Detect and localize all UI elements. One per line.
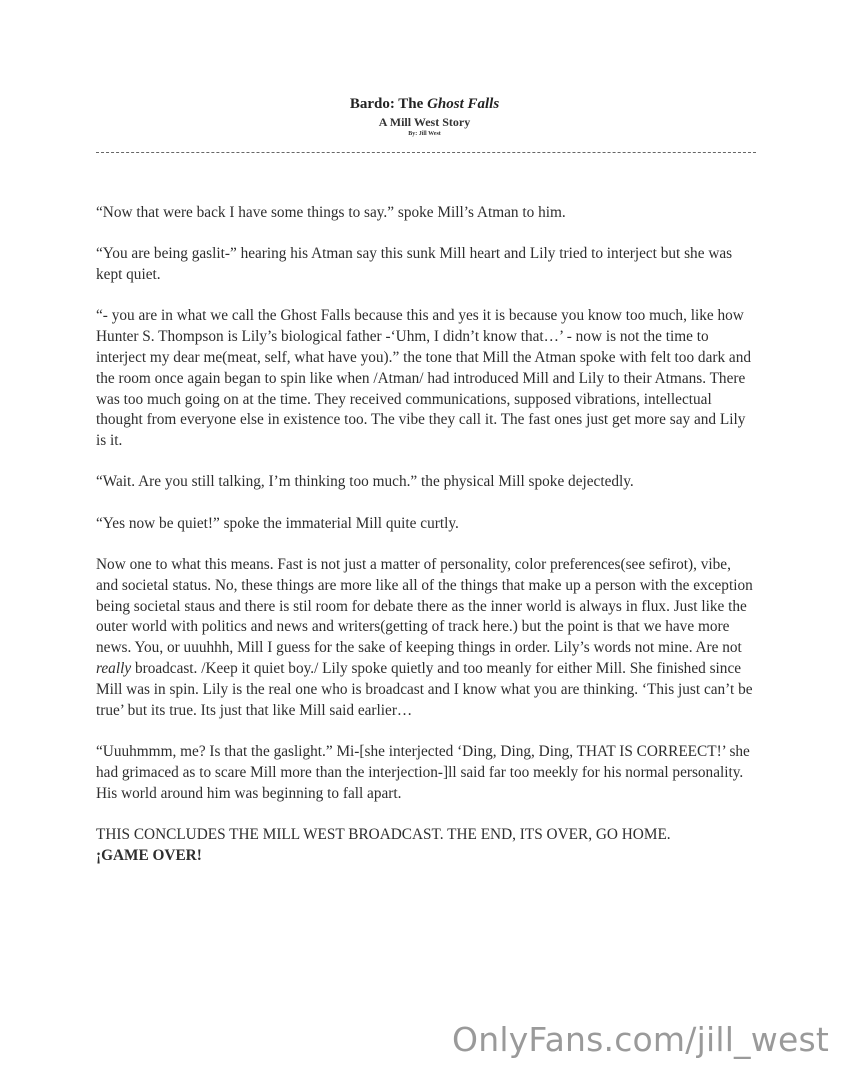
paragraph-1: “Now that were back I have some things to say.” spoke Mill’s Atman to him. [96,204,566,221]
document-subtitle: A Mill West Story [378,115,471,129]
document-byline: By: Jill West [408,131,441,137]
paragraph-3: “- you are in what we call the Ghost Falls because this and yes it is because you know too much, like how Hunter S. Thompson is Lily’s biological father -‘Uhm, I didn’t know that…’ - now is not the time to interject my dear me(meat, self, what have you).” the tone that Mill the Atman spoke with felt too dark and the room once again began to spin like when /Atman/ had introduced Mill and Lily to their Atmans. There was too much going on at the time. They received communications, supposed vibrations, intellectual thought from everyone else in existence too. The vibe they call it. The fast ones just get more say and Lily is it. [96,307,752,450]
watermark-text: OnlyFans.com/jill_west [452,1020,829,1059]
paragraph-4: “Wait. Are you still talking, I’m thinking too much.” the physical Mill spoke dejectedly. [96,473,634,491]
header-divider [96,152,756,153]
paragraph-6-italic: really [96,660,132,678]
paragraph-5: “Yes now be quiet!” spoke the immaterial Mill quite curtly. [96,514,459,532]
paragraph-6-part-b: broadcast. /Keep it quiet boy./ Lily spoke quietly and too meanly for either Mill. She finished since Mill was in spin. Lily is the real one who is broadcast and I know what you are thinking. ‘This just can’t be true’ but its true. Its just that like Mill said earlier… [96,660,753,719]
title-italic: Ghost Falls [427,96,500,112]
closing-line: THIS CONCLUDES THE MILL WEST BROADCAST. THE END, ITS OVER, GO HOME. [96,825,671,843]
paragraph-6-part-a: Now one to what this means. Fast is not just a matter of personality, color preferences(see sefirot), vibe, and societal status. No, these things are more like all of the things that make up a person with the exception being societal staus and there is stil room for debate there as the inner world is always in flux. Just like the outer world with politics and news and writers(getting of track here.) but the point is that we have more news. You, or uuuhhh, Mill I guess for the sake of keeping things in order. Lily’s words not mine. Are not [96,556,753,657]
title-prefix: Bardo: The [349,96,428,112]
document-title [0,94,849,114]
story-body [96,203,756,866]
paragraph-8 [96,825,756,867]
paragraph-2: “You are being gaslit-” hearing his Atman say this sunk Mill heart and Lily tried to interject but she was kept quiet. [96,245,733,284]
paragraph-7: “Uuuhmmm, me? Is that the gaslight.” Mi-[she interjected ‘Ding, Ding, Ding, THAT IS CORREECT!’ she had grimaced as to scare Mill more than the interjection-]ll said far too meekly for his normal personality. His world around him was beginning to fall apart. [96,742,750,802]
game-over-text: ¡GAME OVER! [96,846,202,864]
paragraph-6 [96,555,756,721]
document-header [0,94,849,139]
